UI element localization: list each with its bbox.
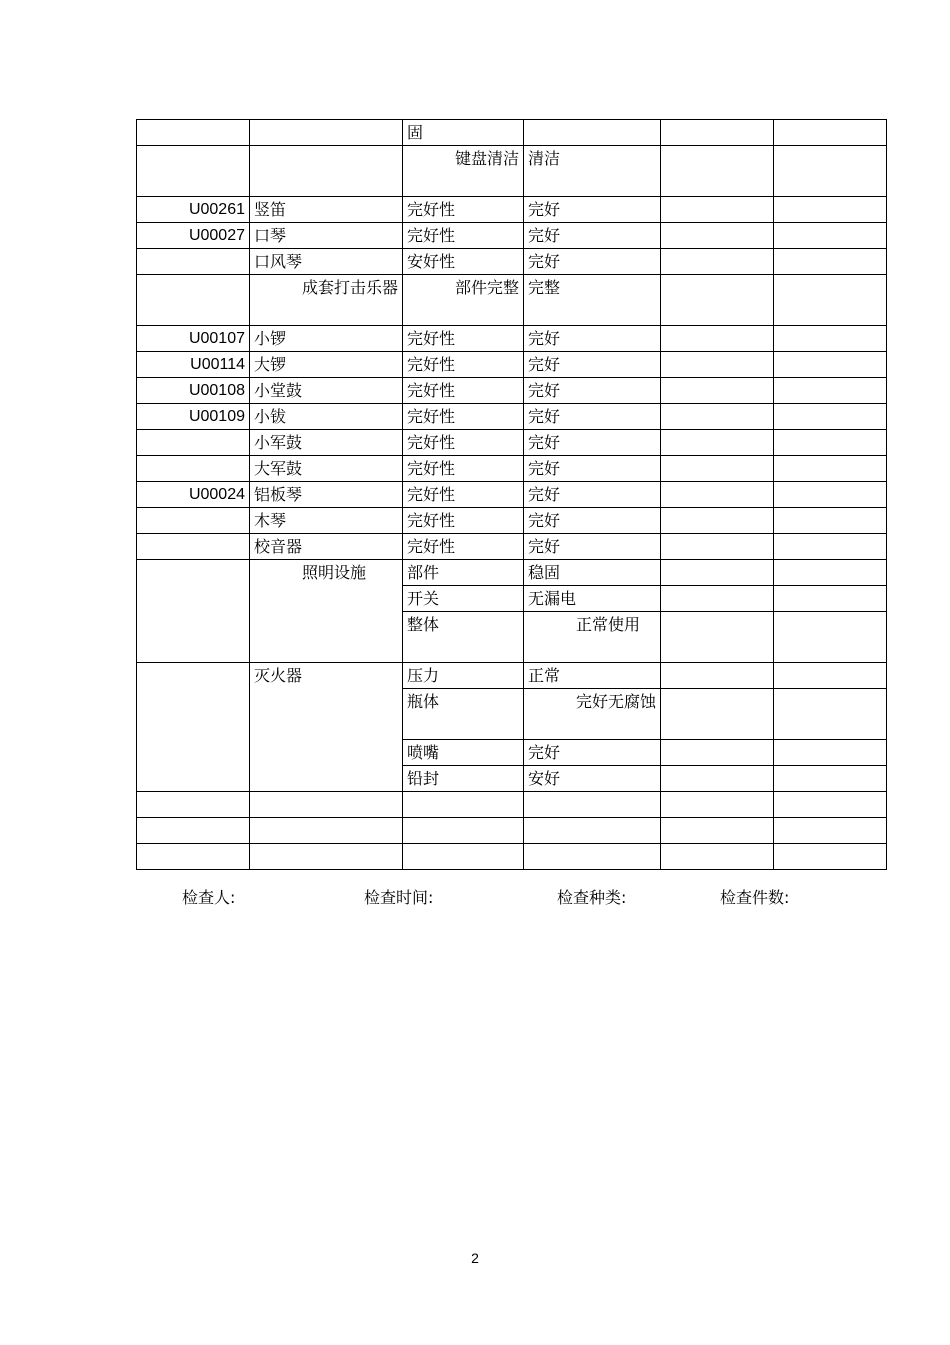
table-row xyxy=(137,482,887,508)
check-standard: 完好 xyxy=(524,740,661,766)
inspector-label: 检查人: xyxy=(182,888,236,907)
item-name: 竖笛 xyxy=(250,197,403,223)
item-name: 小堂鼓 xyxy=(250,378,403,404)
empty-row xyxy=(137,792,887,818)
item-name: 照明设施 xyxy=(250,560,403,663)
check-standard: 完好 xyxy=(524,404,661,430)
table-row xyxy=(137,275,887,326)
table-row xyxy=(137,120,887,146)
page-number: 2 xyxy=(471,1250,479,1266)
item-code: U00027 xyxy=(137,223,250,249)
table-row xyxy=(137,560,887,586)
table-row xyxy=(137,249,887,275)
check-standard: 完好 xyxy=(524,249,661,275)
check-item: 完好性 xyxy=(403,326,524,352)
table-row xyxy=(137,404,887,430)
check-item: 完好性 xyxy=(403,404,524,430)
check-standard: 安好 xyxy=(524,766,661,792)
inspection-count-label: 检查件数: xyxy=(720,888,790,907)
check-item: 完好性 xyxy=(403,378,524,404)
item-code: U00024 xyxy=(137,482,250,508)
check-item: 部件完整 xyxy=(403,275,524,326)
item-name: 小钹 xyxy=(250,404,403,430)
check-item: 开关 xyxy=(403,586,524,612)
check-standard: 正常使用 xyxy=(524,612,661,663)
check-standard: 完整 xyxy=(524,275,661,326)
item-name: 灭火器 xyxy=(250,663,403,792)
check-item: 完好性 xyxy=(403,482,524,508)
check-standard: 清洁 xyxy=(524,146,661,197)
item-name: 成套打击乐器 xyxy=(250,275,403,326)
check-standard: 无漏电 xyxy=(524,586,661,612)
item-name: 校音器 xyxy=(250,534,403,560)
check-standard: 完好 xyxy=(524,430,661,456)
item-name: 口风琴 xyxy=(250,249,403,275)
check-standard: 完好 xyxy=(524,352,661,378)
empty-row xyxy=(137,818,887,844)
item-name: 大锣 xyxy=(250,352,403,378)
check-item: 完好性 xyxy=(403,534,524,560)
table-row xyxy=(137,197,887,223)
table-row xyxy=(137,534,887,560)
check-item: 整体 xyxy=(403,612,524,663)
empty-row xyxy=(137,844,887,870)
check-standard: 完好 xyxy=(524,378,661,404)
inspection-table xyxy=(136,119,887,870)
check-item: 铅封 xyxy=(403,766,524,792)
item-code: U00108 xyxy=(137,378,250,404)
table-row xyxy=(137,146,887,197)
check-standard: 完好 xyxy=(524,534,661,560)
inspection-time-label: 检查时间: xyxy=(364,888,434,907)
item-code: U00107 xyxy=(137,326,250,352)
check-item: 瓶体 xyxy=(403,689,524,740)
check-item: 键盘清洁 xyxy=(403,146,524,197)
item-name: 铝板琴 xyxy=(250,482,403,508)
table-row xyxy=(137,456,887,482)
item-name: 小军鼓 xyxy=(250,430,403,456)
check-item: 固 xyxy=(403,120,524,146)
check-item: 喷嘴 xyxy=(403,740,524,766)
table-row xyxy=(137,378,887,404)
check-standard: 稳固 xyxy=(524,560,661,586)
table-row xyxy=(137,352,887,378)
item-name: 大军鼓 xyxy=(250,456,403,482)
check-item: 完好性 xyxy=(403,508,524,534)
check-standard: 完好 xyxy=(524,223,661,249)
check-standard: 完好 xyxy=(524,326,661,352)
check-standard: 完好 xyxy=(524,482,661,508)
check-standard: 完好 xyxy=(524,456,661,482)
check-item: 完好性 xyxy=(403,430,524,456)
check-item: 完好性 xyxy=(403,223,524,249)
check-item: 完好性 xyxy=(403,352,524,378)
item-name: 口琴 xyxy=(250,223,403,249)
item-name: 小锣 xyxy=(250,326,403,352)
check-item: 完好性 xyxy=(403,197,524,223)
item-code: U00114 xyxy=(137,352,250,378)
table-row xyxy=(137,508,887,534)
table-row xyxy=(137,223,887,249)
check-standard: 完好无腐蚀 xyxy=(524,689,661,740)
check-item: 完好性 xyxy=(403,456,524,482)
check-standard: 完好 xyxy=(524,197,661,223)
inspection-type-label: 检查种类: xyxy=(557,888,627,907)
check-item: 部件 xyxy=(403,560,524,586)
item-code: U00109 xyxy=(137,404,250,430)
table-row xyxy=(137,326,887,352)
table-row xyxy=(137,663,887,689)
item-name: 木琴 xyxy=(250,508,403,534)
check-standard: 正常 xyxy=(524,663,661,689)
check-item: 安好性 xyxy=(403,249,524,275)
table-row xyxy=(137,430,887,456)
check-item: 压力 xyxy=(403,663,524,689)
check-standard: 完好 xyxy=(524,508,661,534)
item-code: U00261 xyxy=(137,197,250,223)
